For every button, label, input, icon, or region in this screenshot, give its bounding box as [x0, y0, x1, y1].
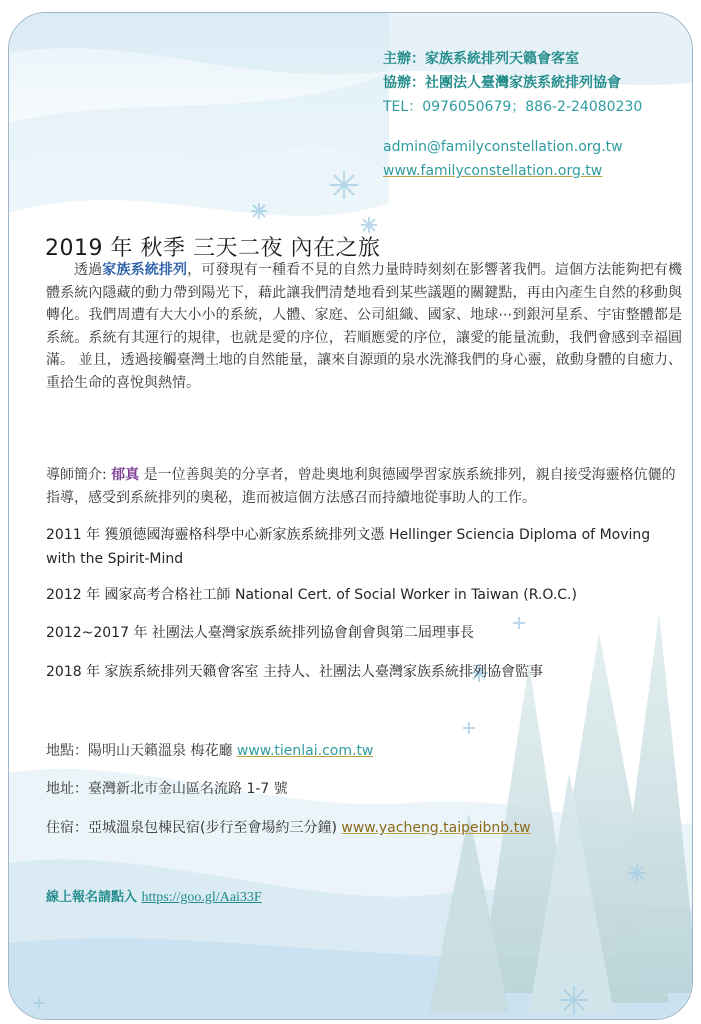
credential-item: 2011 年 獲頒德國海靈格科學中心新家族系統排列文憑 Hellinger Sciencia Diploma of Moving with the Spirit-Mind	[46, 527, 651, 567]
lodging-line: 住宿：亞城溫泉包棟民宿(步行至會場約三分鐘) www.yacheng.taipeibnb.tw	[46, 820, 531, 836]
organizer-name: 家族系統排列天籟會客室	[425, 51, 579, 67]
page-frame	[8, 12, 693, 1020]
intro-paragraph: 透過家族系統排列，可發現有一種看不見的自然力量時時刻刻在影響著我們。這個方法能夠把有機體系統內隱藏的動力帶到陽光下，藉此讓我們清楚地看到某些議題的關鍵點，再由內產生自然的移動與轉化。我們周遭有大大小小的系統，人體、家庭、公司組織、國家、地球⋯到銀河星系、宇宙整體都是系統。系統有其運行的規律，也就是愛的序位，若順應愛的序位，讓愛的能量流動，我們會感到幸福圓滿。 並且，透過接觸臺灣土地的自然能量，讓來自源頭的泉水洗滌我們的身心靈，啟動身體的自癒力、重拾生命的喜悅與熱情。	[46, 262, 683, 391]
intro-highlight: 家族系統排列	[102, 262, 188, 278]
teacher-intro: 導師簡介: 郁真 是一位善與美的分享者，曾赴奧地利與德國學習家族系統排列，親自接受海靈格伉儷的指導，感受到系統排列的奧秘，進而被這個方法感召而持續地從事助人的工作。	[46, 467, 676, 506]
registration-link[interactable]: https://goo.gl/Aai33F	[141, 890, 262, 905]
email-address[interactable]: admin@familyconstellation.org.tw	[383, 139, 623, 155]
credential-item: 2018 年 家族系統排列天籟會客室 主持人、社團法人臺灣家族系統排列協會監事	[46, 664, 543, 680]
coorganizer-line: 協辦：社團法人臺灣家族系統排列協會	[383, 75, 621, 91]
organizer-block	[383, 47, 642, 183]
address-line: 地址：臺灣新北市金山區名流路 1-7 號	[46, 781, 288, 797]
location-line: 地點：陽明山天籟溫泉 梅花廳 www.tienlai.com.tw	[46, 743, 374, 759]
credential-item: 2012 年 國家高考合格社工師 National Cert. of Social Worker in Taiwan (R.O.C.)	[46, 587, 577, 603]
credential-item: 2012~2017 年 社團法人臺灣家族系統排列協會創會與第二屆理事長	[46, 625, 474, 641]
organizer-line: 主辦：家族系統排列天籟會客室	[383, 51, 579, 67]
venue-link[interactable]: www.tienlai.com.tw	[236, 743, 374, 759]
telephone: TEL：0976050679；886-2-24080230	[383, 99, 643, 115]
registration-line: 線上報名請點入 https://goo.gl/Aai33F	[46, 890, 262, 905]
website-link[interactable]: www.familyconstellation.org.tw	[383, 163, 603, 179]
page-title: 2019 年 秋季 三天二夜 內在之旅	[45, 236, 381, 261]
lodging-link[interactable]: www.yacheng.taipeibnb.tw	[341, 820, 531, 836]
teacher-name: 郁真	[111, 467, 140, 483]
coorganizer-name: 社團法人臺灣家族系統排列協會	[425, 75, 621, 91]
